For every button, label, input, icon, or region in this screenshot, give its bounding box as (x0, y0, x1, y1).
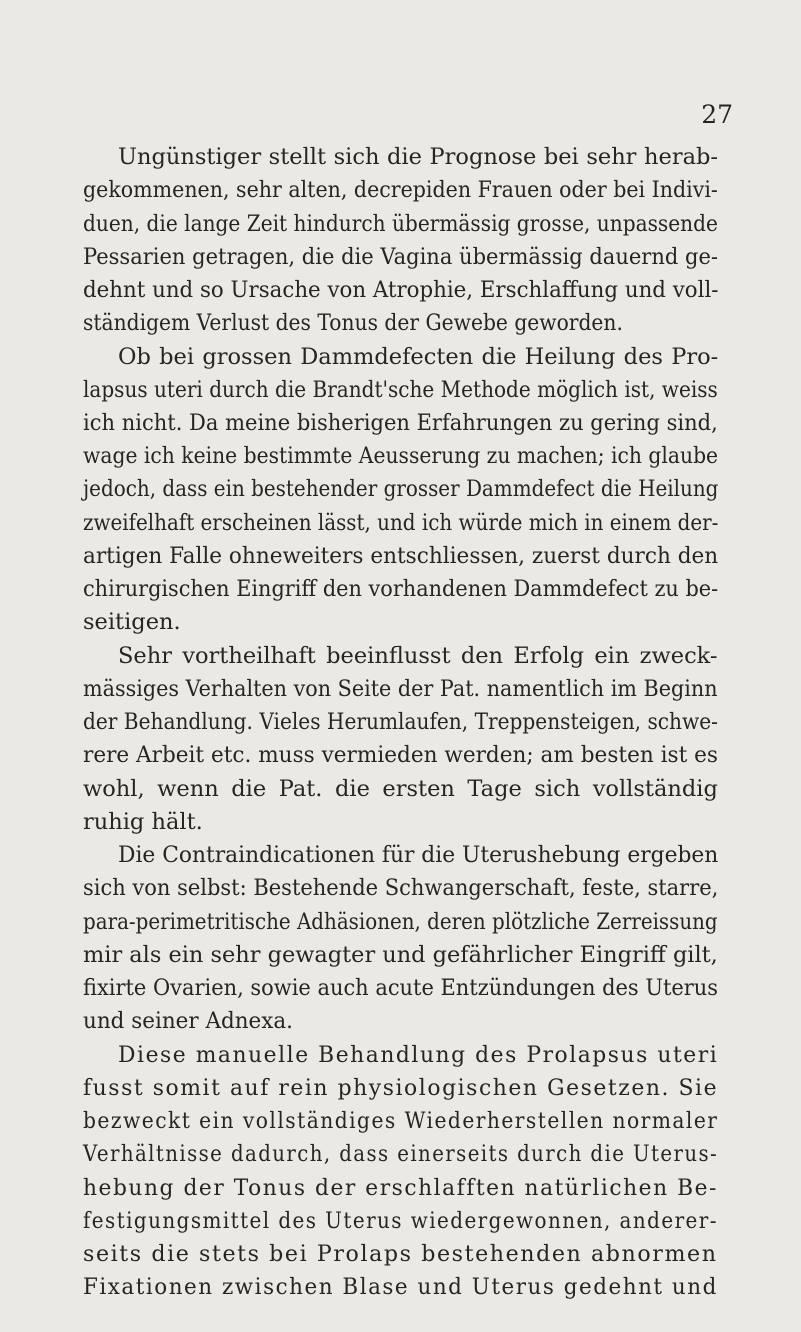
text-line: fixirte Ovarien, sowie auch acute Entzündungen des Uterus (83, 975, 719, 1001)
text-line: Die Contraindicationen für die Uterushebung ergeben (118, 842, 719, 868)
text-line: para-perimetritische Adhäsionen, deren plötzliche Zerreissung (83, 909, 718, 935)
text-line: gekommenen, sehr alten, decrepiden Frauen oder bei Indivi- (83, 177, 718, 203)
text-line: dehnt und so Ursache von Atrophie, Erschlaffung und voll- (83, 277, 719, 303)
text-line: Ob bei grossen Dammdefecten die Heilung des Pro- (118, 344, 719, 370)
page-number: 27 (701, 100, 733, 129)
text-line: seits die stets bei Prolaps bestehenden abnormen (83, 1241, 718, 1267)
text-line: und seiner Adnexa. (83, 1008, 294, 1034)
text-line: ruhig hält. (83, 809, 203, 835)
text-line: Pessarien getragen, die die Vagina übermässig dauernd ge- (83, 244, 718, 270)
text-line: duen, die lange Zeit hindurch übermässig grosse, unpassende (83, 211, 718, 237)
text-line: Fixationen zwischen Blase und Uterus gedehnt und (83, 1274, 718, 1300)
text-line: der Behandlung. Vieles Herumlaufen, Treppensteigen, schwe- (83, 709, 718, 735)
text-line: seitigen. (83, 609, 181, 635)
text-line: Verhältnisse dadurch, dass einerseits durch die Uterus- (83, 1141, 719, 1167)
text-line: artigen Falle ohneweiters entschliessen, zuerst durch den (83, 543, 719, 569)
text-line: rere Arbeit etc. muss vermieden werden; am besten ist es (83, 742, 718, 768)
text-line: jedoch, dass ein bestehender grosser Dammdefect die Heilung (83, 476, 719, 502)
text-line: hebung der Tonus der erschlafften natürlichen Be- (83, 1175, 718, 1201)
text-line: mässiges Verhalten von Seite der Pat. namentlich im Beginn (83, 676, 718, 702)
text-line: zweifelhaft erscheinen lässt, und ich würde mich in einem der- (83, 510, 719, 536)
text-line: chirurgischen Eingriff den vorhandenen Dammdefect zu be- (83, 576, 719, 602)
text-line: fusst somit auf rein physiologischen Gesetzen. Sie (83, 1075, 719, 1101)
text-line: wohl, wenn die Pat. die ersten Tage sich vollständig (83, 776, 718, 802)
text-line: ich nicht. Da meine bisherigen Erfahrungen zu gering sind, (83, 410, 718, 436)
text-line: lapsus uteri durch die Brandt'sche Methode möglich ist, weiss (83, 377, 718, 403)
text-line: Ungünstiger stellt sich die Prognose bei sehr herab- (118, 144, 719, 170)
text-line: ständigem Verlust des Tonus der Gewebe geworden. (83, 310, 623, 336)
text-line: Sehr vortheilhaft beeinflusst den Erfolg ein zweck- (118, 643, 718, 669)
text-line: Diese manuelle Behandlung des Prolapsus uteri (118, 1042, 719, 1068)
text-line: bezweckt ein vollständiges Wiederherstellen normaler (83, 1108, 719, 1134)
text-line: sich von selbst: Bestehende Schwangerschaft, feste, starre, (83, 875, 719, 901)
text-line: mir als ein sehr gewagter und gefährlicher Eingriff gilt, (83, 942, 718, 968)
text-line: festigungsmittel des Uterus wiedergewonnen, anderer- (83, 1208, 718, 1234)
text-line: wage ich keine bestimmte Aeusserung zu machen; ich glaube (83, 443, 719, 469)
